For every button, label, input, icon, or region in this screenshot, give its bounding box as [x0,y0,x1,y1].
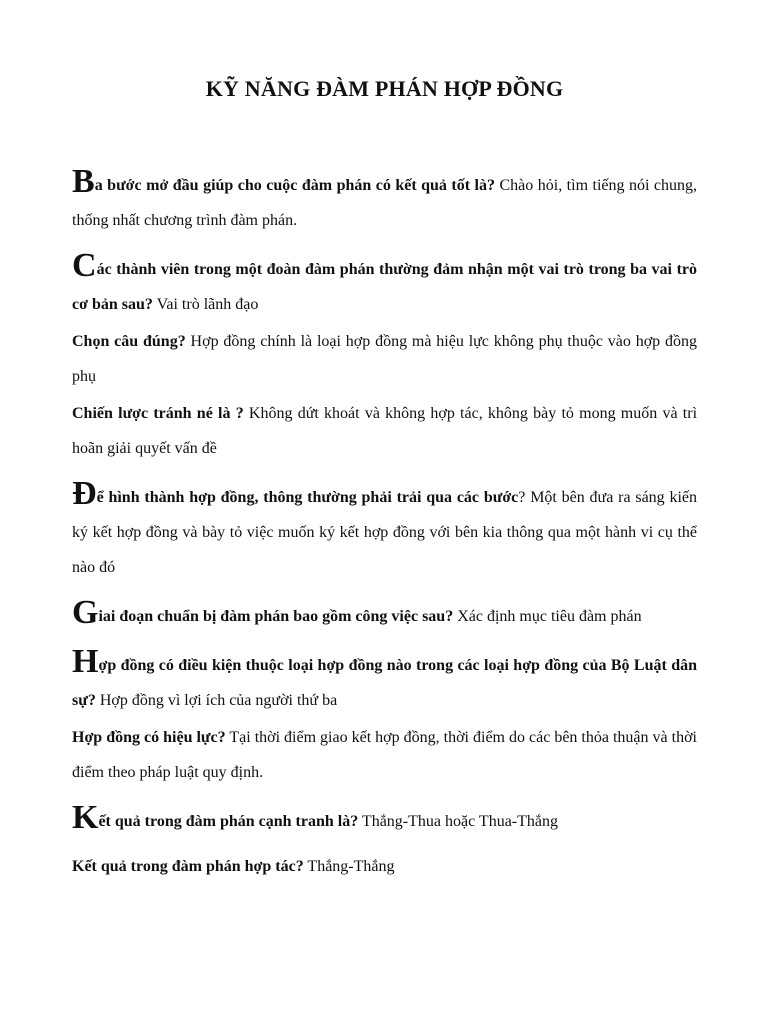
question-text: Chiến lược tránh né là ? [72,405,244,422]
question-text: ể hình thành hợp đồng, thông thường phải trải qua các bước [96,489,519,506]
qa-paragraph-5 [72,475,698,585]
question-text: Chọn câu đúng? [72,333,186,350]
drop-cap: H [72,643,99,680]
qa-paragraph-3 [72,324,697,394]
question-text: iai đoạn chuẩn bị đàm phán bao gồm công việc sau? [98,608,454,625]
answer-text: Chào hỏi, tìm tiếng nói chung, thống nhất chương trình đàm phán. [72,177,698,229]
qa-paragraph-9 [72,799,697,839]
qa-paragraph-8 [72,720,697,790]
question-text: Hợp đồng có hiệu lực? [72,729,226,746]
answer-text: Xác định mục tiêu đàm phán [453,608,642,625]
qa-paragraph-6 [72,594,697,634]
drop-cap: C [72,247,97,284]
answer-text: Không dứt khoát và không hợp tác, không bày tỏ mong muốn và trì hoãn giải quyết vấn đề [72,405,698,457]
question-text: ết quả trong đàm phán cạnh tranh là? [98,813,359,830]
drop-cap: Đ [72,475,97,512]
qa-paragraph-7 [72,643,697,718]
question-text: Kết quả trong đàm phán hợp tác? [72,858,304,875]
answer-text: Hợp đồng vì lợi ích của người thứ ba [95,692,338,709]
answer-text: Hợp đồng chính là loại hợp đồng mà hiệu lực không phụ thuộc vào hợp đồng phụ [72,333,698,385]
drop-cap: G [72,594,99,631]
drop-cap: B [72,163,95,200]
answer-text: Thắng-Thua hoặc Thua-Thắng [358,813,558,830]
qa-paragraph-4 [72,396,697,466]
answer-text: Tại thời điểm giao kết hợp đồng, thời điểm do các bên thỏa thuận và thời điểm theo pháp luật quy định. [72,729,698,781]
question-text: ác thành viên trong một đoàn đàm phán thường đảm nhận một vai trò trong ba vai trò cơ bản sau? [72,261,697,313]
question-text: ợp đồng có điều kiện thuộc loại hợp đồng nào trong các loại hợp đồng của Bộ Luật dân sự? [72,657,697,709]
drop-cap: K [72,799,99,836]
question-text: a bước mở đầu giúp cho cuộc đàm phán có kết quả tốt là? [94,177,496,194]
answer-text: Vai trò lãnh đạo [152,296,259,313]
qa-paragraph-10 [72,849,697,884]
document-title: KỸ NĂNG ĐÀM PHÁN HỢP ĐỒNG [205,76,564,101]
answer-text: ? Một bên đưa ra sáng kiến ký kết hợp đồng và bày tỏ việc muốn ký kết hợp đồng với bên kia thông qua một hành vi cụ thể nào đó [72,489,698,576]
qa-paragraph-2 [72,247,697,322]
qa-paragraph-1 [72,163,698,238]
answer-text: Thắng-Thắng [303,858,395,875]
